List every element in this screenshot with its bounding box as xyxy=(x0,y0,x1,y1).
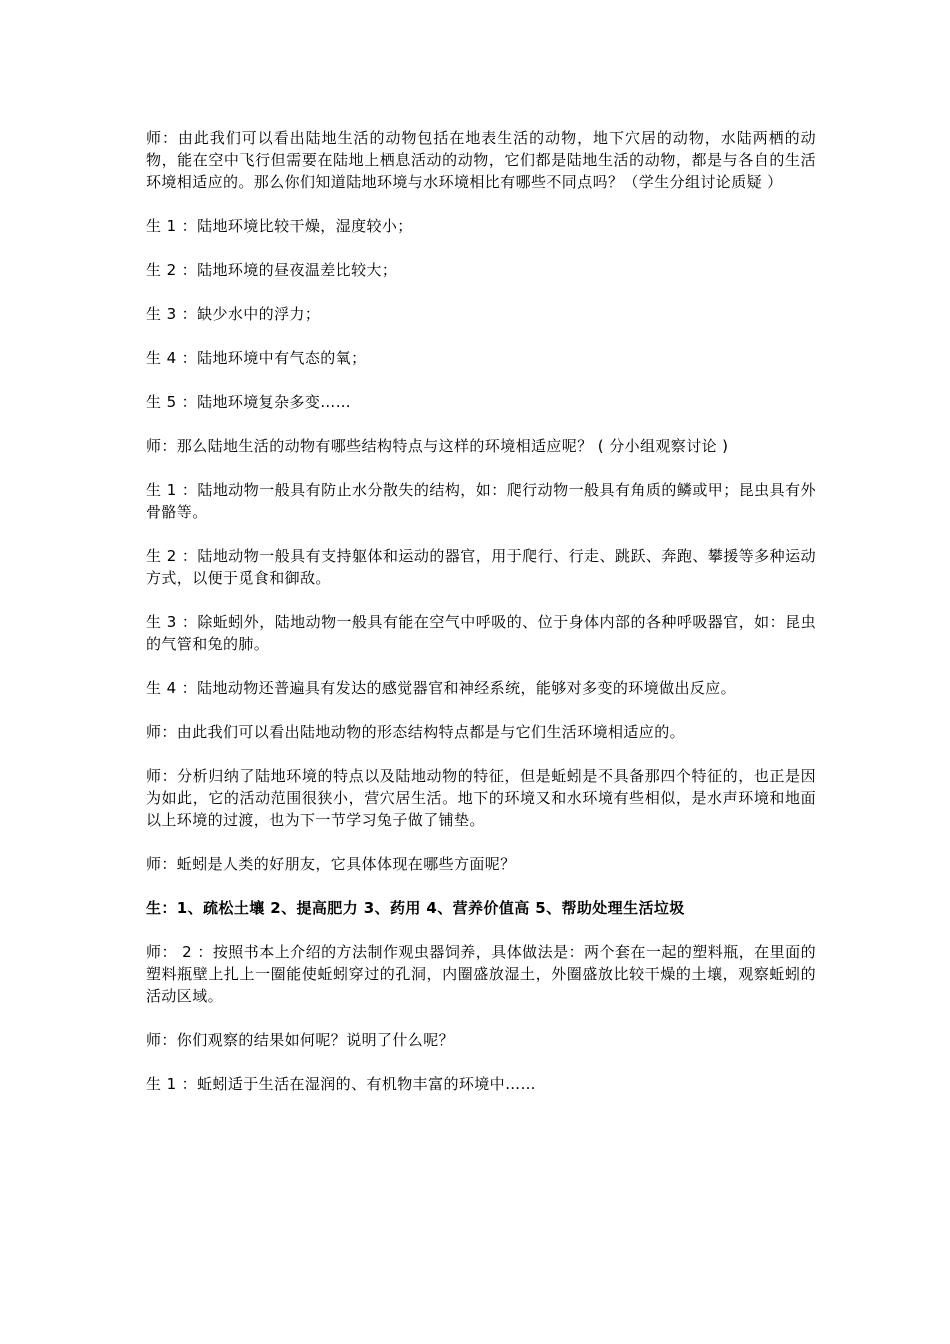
paragraph-student-1: 生 1 ：陆地环境比较干燥，湿度较小； xyxy=(146,217,413,235)
paragraph-teacher-summary: 师：由此我们可以看出陆地动物的形态结构特点都是与它们生活环境相适应的。 xyxy=(146,723,686,741)
paragraph-teacher-earthworm-question: 师：蚯蚓是人类的好朋友，它具体体现在哪些方面呢？ xyxy=(146,855,516,873)
paragraph-student-4: 生 4 ：陆地环境中有气态的氧； xyxy=(146,349,367,367)
paragraph-teacher-experiment: 师： 2 ：按照书本上介绍的方法制作观虫器饲养，具体做法是：两个套在一起的塑料瓶，在里面的塑料瓶壁上扎上一圈能使蚯蚓穿过的孔洞，内圈盛放湿土，外圈盛放比较干燥的土壤，观察蚯蚓的活动区域。 xyxy=(146,943,816,1005)
paragraph-teacher-result-question: 师：你们观察的结果如何呢？说明了什么呢？ xyxy=(146,1031,455,1049)
paragraph-teacher-question: 师：那么陆地生活的动物有哪些结构特点与这样的环境相适应呢？ ( 分小组观察讨论 ) xyxy=(146,437,729,455)
paragraph-student-earthworm-benefits: 生：1、疏松土壤 2、提高肥力 3、药用 4、营养价值高 5、帮助处理生活垃圾 xyxy=(146,899,685,917)
paragraph-teacher-intro: 师：由此我们可以看出陆地生活的动物包括在地表生活的动物，地下穴居的动物，水陆两栖的动物，能在空中飞行但需要在陆地上栖息活动的动物，它们都是陆地生活的动物，都是与各自的生活环境相适应的。那么你们知道陆地环境与水环境相比有哪些不同点吗？（学生分组讨论质疑 ） xyxy=(146,129,816,191)
paragraph-student-3: 生 3 ：缺少水中的浮力； xyxy=(146,305,321,323)
paragraph-student-answer-1: 生 1 ：陆地动物一般具有防止水分散失的结构，如：爬行动物一般具有角质的鳞或甲；昆虫具有外骨骼等。 xyxy=(146,481,816,521)
document-body xyxy=(146,127,816,1117)
paragraph-student-answer-3: 生 3 ：除蚯蚓外，陆地动物一般具有能在空气中呼吸的、位于身体内部的各种呼吸器官，如：昆虫的气管和兔的肺。 xyxy=(146,613,816,653)
paragraph-student-2: 生 2 ：陆地环境的昼夜温差比较大； xyxy=(146,261,398,279)
paragraph-student-5: 生 5 ：陆地环境复杂多变…… xyxy=(146,393,352,411)
paragraph-student-result: 生 1 ：蚯蚓适于生活在湿润的、有机物丰富的环境中…… xyxy=(146,1075,536,1093)
paragraph-teacher-analysis: 师：分析归纳了陆地环境的特点以及陆地动物的特征，但是蚯蚓是不具备那四个特征的，也正是因为如此，它的活动范围很狭小，营穴居生活。地下的环境又和水环境有些相似，是水声环境和地面以上环境的过渡，也为下一节学习兔子做了铺垫。 xyxy=(146,767,816,829)
paragraph-student-answer-2: 生 2 ：陆地动物一般具有支持躯体和运动的器官，用于爬行、行走、跳跃、奔跑、攀援等多种运动方式，以便于觅食和御敌。 xyxy=(146,547,816,587)
paragraph-student-answer-4: 生 4 ：陆地动物还普遍具有发达的感觉器官和神经系统，能够对多变的环境做出反应。 xyxy=(146,679,737,697)
